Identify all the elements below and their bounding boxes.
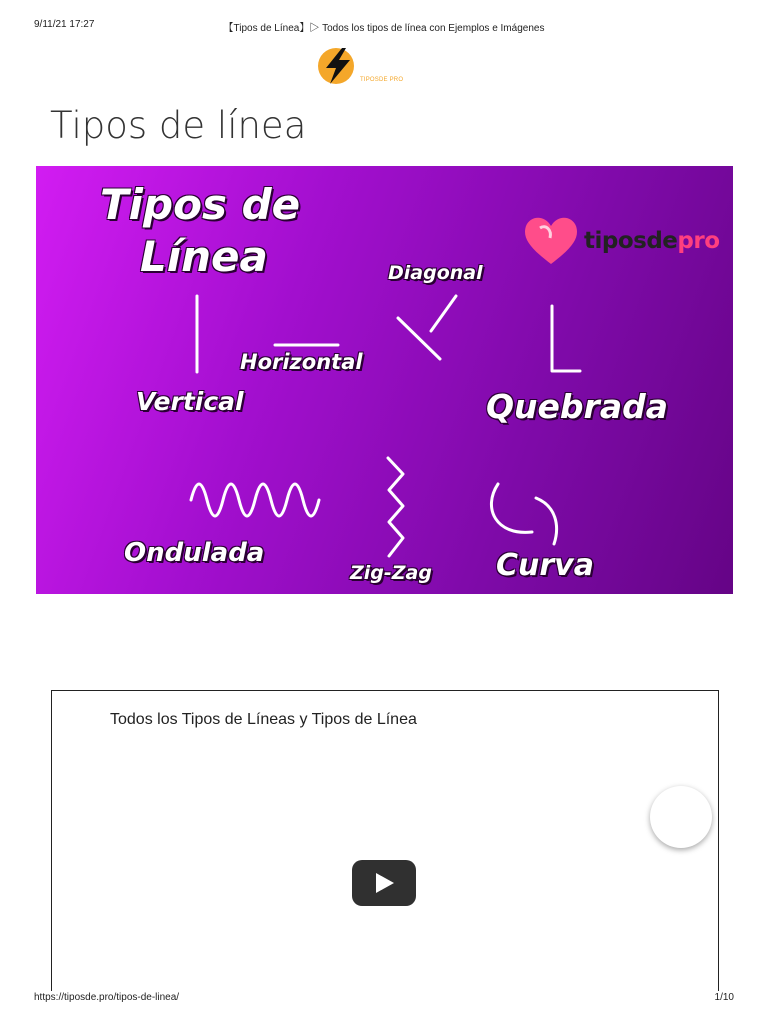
video-embed[interactable] bbox=[51, 690, 719, 991]
brand-prefix: tiposde bbox=[584, 228, 678, 254]
curve-line-2 bbox=[536, 498, 557, 544]
label-quebrada: Quebrada bbox=[486, 387, 668, 426]
play-button[interactable] bbox=[352, 860, 416, 906]
print-footer-url: https://tiposde.pro/tipos-de-linea/ bbox=[34, 992, 180, 1003]
broken-line bbox=[552, 306, 580, 371]
label-ondulada: Ondulada bbox=[124, 538, 265, 568]
video-title[interactable]: Todos los Tipos de Líneas y Tipos de Línea bbox=[110, 711, 417, 728]
label-curva: Curva bbox=[496, 548, 594, 583]
zigzag-line bbox=[388, 458, 403, 556]
diagonal-line-1 bbox=[398, 318, 440, 359]
hero-title-line2: Línea bbox=[140, 232, 268, 281]
brand-logo bbox=[522, 214, 722, 264]
brand-name bbox=[584, 228, 720, 254]
page-title: Tipos de línea bbox=[50, 104, 307, 147]
wavy-line bbox=[191, 484, 319, 516]
diagonal-line-2 bbox=[431, 296, 456, 331]
site-logo[interactable] bbox=[318, 48, 418, 88]
label-zigzag: Zig-Zag bbox=[350, 562, 432, 584]
label-vertical: Vertical bbox=[136, 387, 244, 416]
print-page-title: 【Tipos de Línea】▷ Todos los tipos de línea con Ejemplos e Imágenes bbox=[223, 23, 545, 34]
print-date: 9/11/21 17:27 bbox=[34, 19, 95, 30]
curve-line-1 bbox=[491, 484, 532, 532]
logo-text: TIPOSDE PRO bbox=[360, 77, 404, 83]
brand-suffix: pro bbox=[677, 228, 720, 254]
label-diagonal: Diagonal bbox=[388, 262, 483, 284]
play-icon bbox=[374, 873, 394, 893]
label-horizontal: Horizontal bbox=[240, 350, 363, 374]
hero-title-line1: Tipos de bbox=[100, 180, 301, 229]
print-page-number: 1/10 bbox=[714, 992, 734, 1003]
floating-action-button[interactable] bbox=[650, 786, 712, 848]
hero-image bbox=[36, 166, 733, 594]
heart-icon bbox=[522, 214, 580, 266]
lightning-bolt-icon bbox=[320, 46, 356, 86]
